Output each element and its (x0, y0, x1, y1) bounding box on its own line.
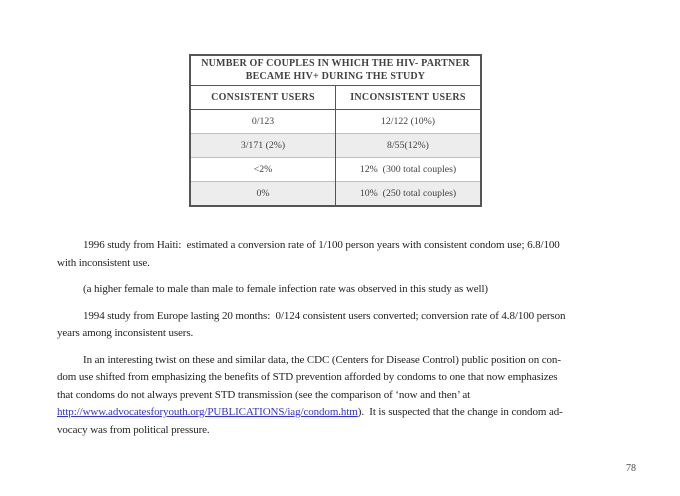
body-text (57, 237, 637, 448)
hiv-study-table (189, 54, 482, 207)
table-row (190, 134, 481, 158)
paragraph-line: with inconsistent use. (57, 256, 150, 269)
table-cell: 12% (300 total couples) (336, 158, 482, 182)
table-cell: 8/55(12%) (336, 134, 482, 158)
table-title-line-2: BECAME HIV+ DURING THE STUDY (245, 70, 426, 82)
table-cell: 0% (190, 182, 336, 207)
table-cell: 12/122 (10%) (336, 110, 482, 134)
table-title-line-1: NUMBER OF COUPLES IN WHICH THE HIV- PARTNER (201, 58, 470, 69)
page-number: 78 (626, 463, 636, 474)
paragraph-line-with-link (57, 404, 637, 422)
column-header-consistent: CONSISTENT USERS (190, 86, 336, 110)
paragraph-line: ). It is suspected that the change in condom ad- (357, 406, 563, 418)
paragraph-line: dom use shifted from emphasizing the benefits of STD prevention afforded by condoms to one that now emphasizes (57, 371, 558, 383)
paragraph-europe-study (57, 308, 637, 343)
table-cell: 3/171 (2%) (190, 134, 336, 158)
table-cell: 0/123 (251, 116, 275, 127)
paragraph-line: 1996 study from Haiti: estimated a conversion rate of 1/100 person years with consistent condom use; 6.8/100 (83, 239, 560, 251)
paragraph-haiti-study (57, 237, 637, 272)
table-row (190, 110, 481, 134)
table-header-row (190, 86, 481, 110)
paragraph-line: vocacy was from political pressure. (57, 423, 210, 436)
condom-url-link[interactable]: http://www.advocatesforyouth.org/PUBLICATIONS/iag/condom.htm (57, 406, 358, 418)
table-cell: <2% (190, 158, 336, 182)
paragraph-line: that condoms do not always prevent STD transmission (see the comparison of ‘now and then’ at (57, 388, 471, 401)
paragraph-line: years among inconsistent users. (57, 327, 194, 339)
table-cell: 10% (250 total couples) (336, 182, 482, 207)
table-row (190, 182, 481, 207)
paragraph-cdc-position (57, 352, 637, 440)
paragraph-line: 1994 study from Europe lasting 20 months: 0/124 consistent users converted; conversion rate of 4.8/100 person (83, 309, 566, 322)
table-row (190, 158, 481, 182)
paragraph-infection-rate-note (57, 281, 637, 299)
paragraph-line: In an interesting twist on these and similar data, the CDC (Centers for Disease Control) public position on con- (83, 353, 561, 366)
table-title-row (190, 55, 481, 86)
column-header-inconsistent: INCONSISTENT USERS (336, 86, 482, 110)
table-title (190, 55, 481, 86)
paragraph-line: (a higher female to male than male to female infection rate was observed in this study as well) (83, 283, 488, 295)
